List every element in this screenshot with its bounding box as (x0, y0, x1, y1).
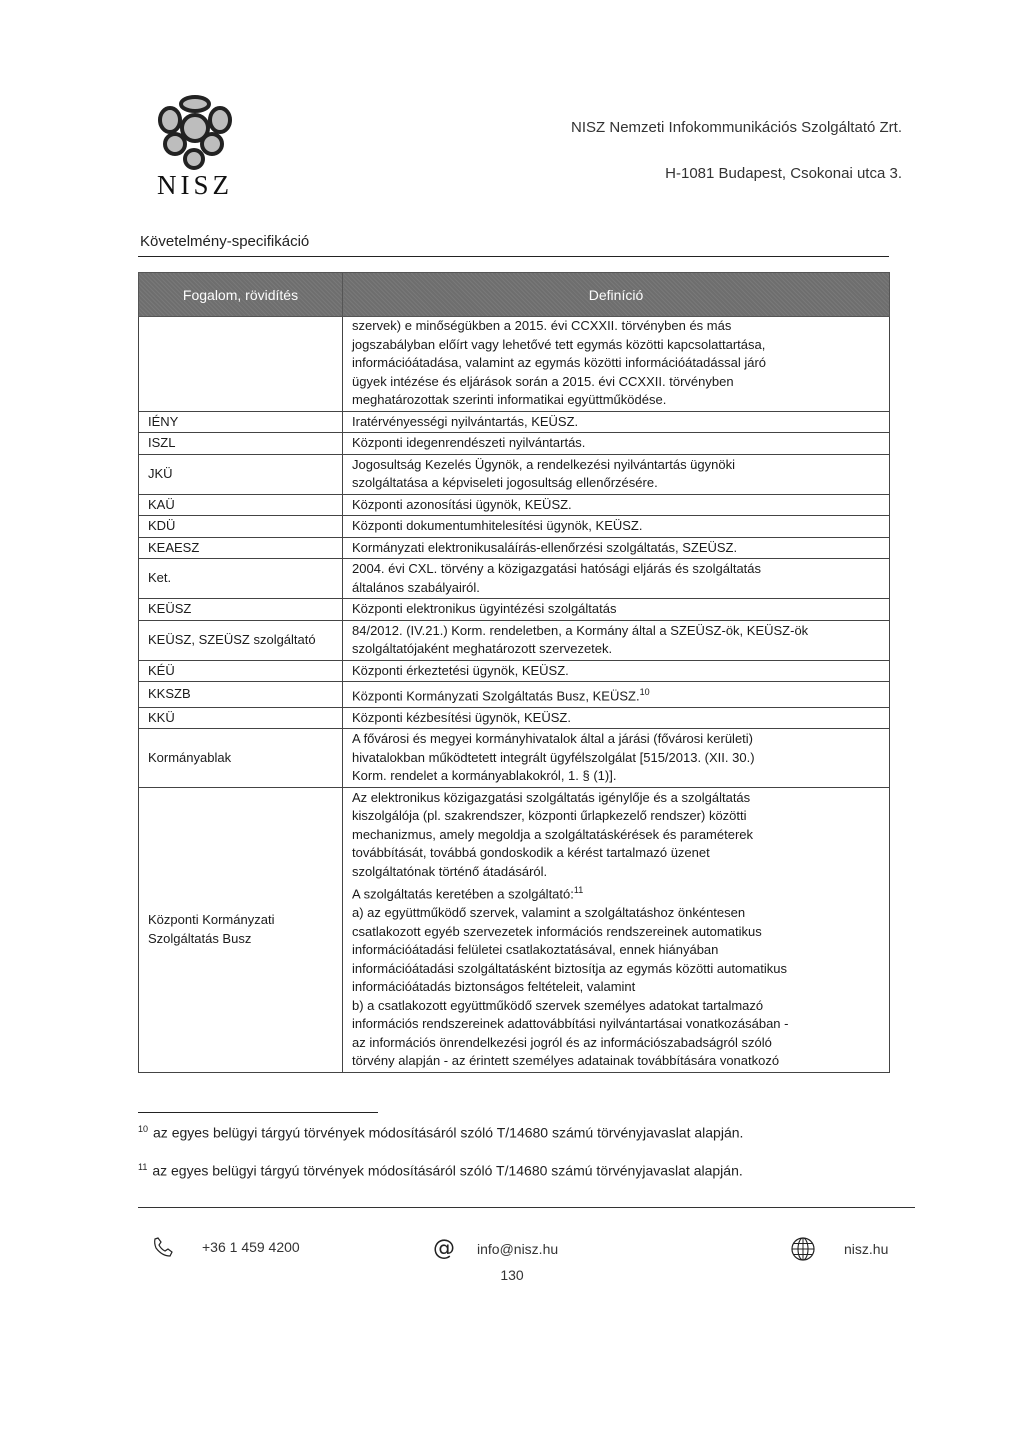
definitions-body (139, 317, 890, 1073)
term-cell: KÉÜ (139, 660, 343, 682)
term-cell: KKÜ (139, 707, 343, 729)
globe-icon (790, 1236, 816, 1262)
term-cell: KKSZB (139, 682, 343, 708)
term-cell: KDÜ (139, 516, 343, 538)
definition-line: Központi érkeztetési ügynök, KEÜSZ. (352, 662, 569, 678)
table-row (139, 454, 890, 494)
definition-cell (343, 537, 890, 559)
definition-line: információátadása, valamint az egymás közötti információátadással járó (352, 355, 767, 370)
website: nisz.hu (844, 1241, 889, 1257)
definition-line: hivatalokban működtetett integrált ügyfélszolgálat [515/2013. (XII. 30.) (352, 749, 755, 765)
table-row (139, 494, 890, 516)
definition-line: Az elektronikus közigazgatási szolgáltatás igénylője és a szolgáltatás (352, 789, 751, 805)
table-row (139, 620, 890, 660)
footnote-divider (138, 1112, 378, 1113)
phone-number: +36 1 459 4200 (202, 1239, 300, 1255)
definition-cell (343, 599, 890, 621)
definition-line: ügyek intézése és eljárások során a 2015. évi CCXXII. törvényben (352, 373, 734, 389)
company-name: NISZ Nemzeti Infokommunikációs Szolgáltató Zrt. (571, 119, 902, 136)
table-row (139, 707, 890, 729)
term-cell: KAÜ (139, 494, 343, 516)
nisz-logo (150, 92, 240, 207)
definition-line: meghatározottak szerinti informatikai együttműködése. (352, 392, 667, 407)
term-cell: KEÜSZ, SZEÜSZ szolgáltató (139, 620, 343, 660)
definition-line: információátadás biztonságos feltételeit, valamint (352, 979, 636, 995)
term-cell: Központi Kormányzati Szolgáltatás Busz (139, 787, 343, 1072)
definition-line: Korm. rendelet a kormányablakokról, 1. § (1)]. (352, 768, 617, 784)
table-row (139, 537, 890, 559)
definition-cell (343, 411, 890, 433)
definition-line: információátadási szolgáltatásként biztosítja az egymás közötti automatikus (352, 960, 787, 976)
definition-line: információátadási felületei csatlakoztatásával, ennek hiányában (352, 942, 719, 958)
definition-line: A szolgáltatás keretében a szolgáltató: (352, 886, 574, 902)
term-cell: Kormányablak (139, 729, 343, 788)
definitions-table (138, 272, 890, 1073)
definition-cell (343, 620, 890, 660)
definition-cell (343, 707, 890, 729)
definition-line: Központi kézbesítési ügynök, KEÜSZ. (352, 709, 571, 725)
footer-phone[interactable] (152, 1236, 300, 1258)
company-address: H-1081 Budapest, Csokonai utca 3. (665, 165, 902, 182)
term-cell: KEÜSZ (139, 599, 343, 621)
footnote-number: 11 (138, 1162, 148, 1172)
definition-cell (343, 317, 890, 412)
definition-cell (343, 682, 890, 708)
footnote-text: az egyes belügyi tárgyú törvények módosításáról szóló T/14680 számú törvényjavaslat alapján. (152, 1162, 743, 1179)
definition-cell (343, 433, 890, 455)
definition-line: szolgáltatójaként meghatározott szervezetek. (352, 641, 613, 656)
definition-cell (343, 494, 890, 516)
definition-line: 2004. évi CXL. törvény a közigazgatási hatósági eljárás és szolgáltatás (352, 561, 762, 576)
column-header-term: Fogalom, rövidítés (139, 273, 343, 317)
nisz-logo-mark-icon (150, 92, 240, 172)
table-row (139, 516, 890, 538)
at-sign-icon: @ (433, 1236, 455, 1261)
definition-line: jogszabályban előírt vagy lehetővé tett egymás közötti kapcsolattartása, (352, 336, 766, 352)
phone-icon (152, 1236, 174, 1258)
definition-line: Kormányzati elektronikusaláírás-ellenőrzési szolgáltatás, SZEÜSZ. (352, 539, 738, 555)
footnote-10 (138, 1124, 743, 1141)
definition-line: Központi Kormányzati Szolgáltatás Busz, KEÜSZ. (352, 688, 640, 704)
footer-website[interactable] (790, 1236, 888, 1262)
definition-cell (343, 787, 890, 1072)
table-row (139, 787, 890, 1072)
definition-line: A fővárosi és megyei kormányhivatalok által a járási (fővárosi kerületi) (352, 731, 754, 747)
definition-line: Központi dokumentumhitelesítési ügynök, KEÜSZ. (352, 518, 643, 533)
definition-line: szervek) e minőségükben a 2015. évi CCXXII. törvényben és más (352, 318, 732, 333)
footnote-text: az egyes belügyi tárgyú törvények módosításáról szóló T/14680 számú törvényjavaslat alapján. (153, 1124, 744, 1141)
definition-line: csatlakozott egyéb szervezetek információs rendszereinek automatikus (352, 923, 762, 939)
table-row (139, 682, 890, 708)
footnote-reference[interactable]: 10 (639, 687, 650, 697)
table-row (139, 660, 890, 682)
definition-line: Iratérvényességi nyilvántartás, KEÜSZ. (352, 413, 579, 429)
definition-line: törvény alapján - az érintett személyes adatainak továbbítására vonatkozó (352, 1053, 780, 1069)
table-header-row (139, 273, 890, 317)
footnote-reference[interactable]: 11 (573, 885, 584, 896)
table-row (139, 729, 890, 788)
footnote-11 (138, 1162, 743, 1179)
definition-line: szolgáltatása a képviseleti jogosultság ellenőrzésére. (352, 475, 658, 490)
footer-email[interactable] (433, 1236, 558, 1261)
definition-cell (343, 454, 890, 494)
definition-line: a) az együttműködő szervek, valamint a szolgáltatáshoz önkéntesen (352, 905, 746, 921)
definition-line: Központi idegenrendészeti nyilvántartás. (352, 435, 586, 450)
table-row (139, 433, 890, 455)
term-cell: JKÜ (139, 454, 343, 494)
footer-divider (138, 1207, 915, 1208)
email-address: info@nisz.hu (477, 1240, 559, 1257)
footnote-number: 10 (138, 1124, 149, 1134)
term-cell: KEAESZ (139, 537, 343, 559)
definition-line: szolgáltatónak történő átadásáról. (352, 863, 548, 879)
term-cell (139, 317, 343, 412)
definition-line: mechanizmus, amely megoldja a szolgáltatáskérések és paraméterek (352, 826, 754, 842)
definition-line: kiszolgálója (pl. szakrendszer, központi űrlapkezelő rendszer) közötti (352, 808, 747, 824)
definition-cell (343, 559, 890, 599)
table-row (139, 411, 890, 433)
term-cell: IÉNY (139, 411, 343, 433)
logo-text: NISZ (157, 170, 233, 200)
document-type: Követelmény-specifikáció (140, 233, 310, 250)
definition-line: Központi azonosítási ügynök, KEÜSZ. (352, 496, 572, 512)
definition-line: általános szabályairól. (352, 579, 480, 595)
definition-line: 84/2012. (IV.21.) Korm. rendeletben, a Kormány által a SZEÜSZ-ök, KEÜSZ-ök (352, 622, 809, 638)
definition-line: b) a csatlakozott együttműködő szervek személyes adatokat tartalmazó (352, 997, 764, 1013)
page-number: 130 (500, 1267, 524, 1283)
definition-line: Központi elektronikus ügyintézési szolgáltatás (352, 601, 617, 616)
definition-cell (343, 516, 890, 538)
definition-line: az információs önrendelkezési jogról és az információszabadságról szóló (352, 1034, 772, 1050)
definition-line: Jogosultság Kezelés Ügynök, a rendelkezési nyilvántartás ügynöki (352, 456, 735, 472)
definition-cell (343, 660, 890, 682)
definition-line: információs rendszereinek adattovábbítási nyilvántartásai vonatkozásában - (352, 1016, 789, 1032)
term-cell: ISZL (139, 433, 343, 455)
header-divider (138, 256, 889, 257)
table-row (139, 599, 890, 621)
table-row (139, 317, 890, 412)
definition-line: továbbítását, továbbá gondoskodik a kérést tartalmazó üzenet (352, 845, 710, 861)
table-row (139, 559, 890, 599)
term-cell: Ket. (139, 559, 343, 599)
column-header-definition: Definíció (343, 273, 890, 317)
definition-cell (343, 729, 890, 788)
